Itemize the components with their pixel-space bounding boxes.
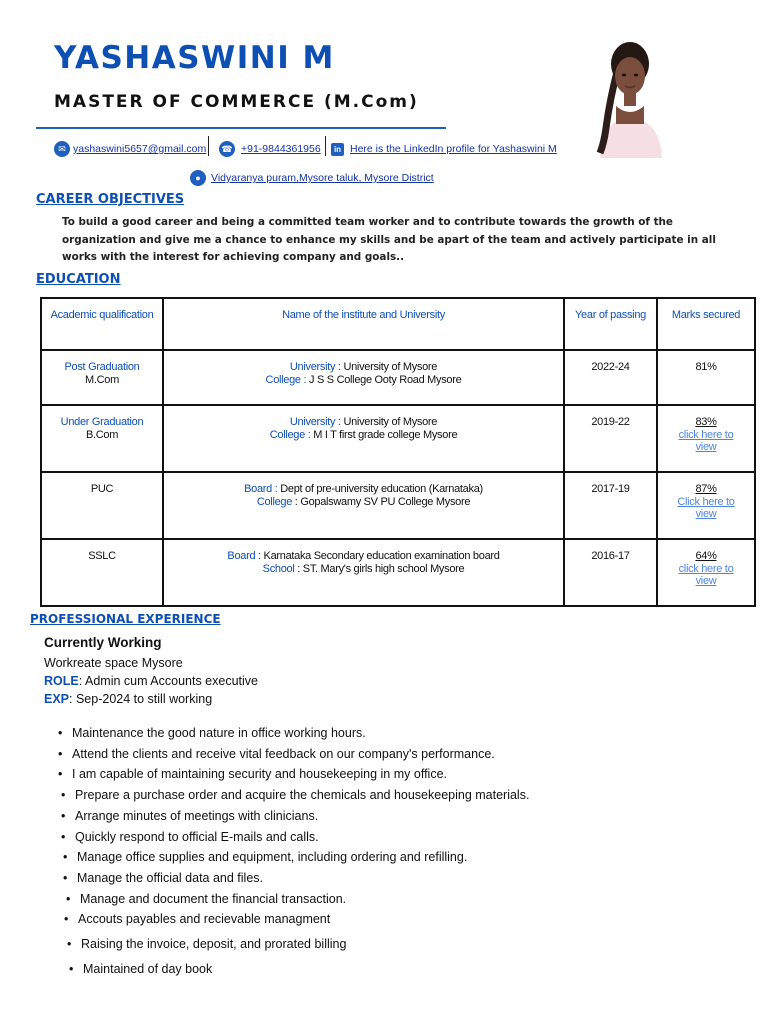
qualification-level: Under Graduation xyxy=(60,416,144,428)
contact-separator xyxy=(208,136,209,156)
year-cell: 2017-19 xyxy=(591,483,630,495)
institute-label: College : xyxy=(269,428,311,441)
marks-cell xyxy=(658,351,754,374)
year-cell: 2019-22 xyxy=(591,416,630,428)
list-item: • Manage the official data and files. xyxy=(77,871,263,885)
marks-value: 81% xyxy=(695,361,717,373)
list-item: • Attend the clients and receive vital feedback on our company's performance. xyxy=(72,747,495,761)
institute-label: College : xyxy=(265,373,307,386)
institute-value: Karnataka Secondary education examination board xyxy=(260,550,500,562)
company-name: Workreate space Mysore xyxy=(44,656,183,670)
institute-label: College xyxy=(256,495,293,508)
role-line xyxy=(44,672,258,690)
view-marks-link[interactable]: Click here to view xyxy=(677,495,735,520)
employment-status: Currently Working xyxy=(44,635,162,650)
role-label: ROLE xyxy=(44,674,79,688)
list-item: • Raising the invoice, deposit, and prorated billing xyxy=(81,937,346,951)
qualification-level: Post Graduation xyxy=(64,361,140,373)
list-item: • Accouts payables and recievable managment xyxy=(78,912,330,926)
view-marks-link[interactable]: click here to view xyxy=(678,562,734,587)
qualification-cell xyxy=(42,406,162,441)
phone-icon: ☎ xyxy=(219,141,235,157)
contact-separator xyxy=(325,136,326,156)
institute-cell xyxy=(164,406,563,441)
table-row xyxy=(41,472,755,539)
institute-label: University : xyxy=(289,361,341,373)
list-item: • Manage office supplies and equipment, including ordering and refilling. xyxy=(77,850,467,864)
marks-value: 87% xyxy=(695,483,717,495)
qualification-cell xyxy=(42,540,162,563)
institute-value: Dept of pre-university education (Karnataka) xyxy=(277,483,483,495)
table-header-row xyxy=(41,298,755,350)
qualification-name: M.Com xyxy=(85,373,119,386)
institute-value: : ST. Mary's girls high school Mysore xyxy=(294,562,465,575)
professional-experience-heading: PROFESSIONAL EXPERIENCE xyxy=(30,612,221,626)
institute-label: Board : xyxy=(227,550,261,562)
role-value: : Admin cum Accounts executive xyxy=(78,674,258,688)
location-pin-icon: ● xyxy=(190,170,206,186)
column-header: Name of the institute and University xyxy=(163,298,564,350)
degree-title: MASTER OF COMMERCE (M.Com) xyxy=(54,92,419,112)
institute-value: University of Mysore xyxy=(340,416,438,428)
marks-cell xyxy=(658,473,754,520)
career-objectives-text: To build a good career and being a committed team worker and to contribute towards the growth of the organization and give me a chance to enhance my skills and be apart of the team and actively participate in all works with the interest for achieving company and goals.. xyxy=(62,216,716,263)
institute-value: : Gopalswamy SV PU College Mysore xyxy=(292,495,471,508)
institute-cell xyxy=(164,351,563,386)
linkedin-link[interactable]: Here is the LinkedIn profile for Yashaswini M xyxy=(350,143,557,155)
exp-line xyxy=(44,690,258,708)
list-item: • Manage and document the financial transaction. xyxy=(80,892,346,906)
phone-contact[interactable] xyxy=(219,140,321,158)
marks-cell xyxy=(658,540,754,587)
institute-label: Board : xyxy=(244,483,278,495)
email-contact[interactable] xyxy=(54,140,206,158)
qualification-name: PUC xyxy=(90,483,114,495)
phone-link[interactable]: +91-9844361956 xyxy=(241,143,321,155)
list-item: • Arrange minutes of meetings with clinicians. xyxy=(75,809,318,823)
list-item: • I am capable of maintaining security and housekeeping in my office. xyxy=(72,767,447,781)
table-row xyxy=(41,405,755,472)
year-cell: 2016-17 xyxy=(591,550,630,562)
institute-label: University : xyxy=(289,416,341,428)
marks-value: 83% xyxy=(695,416,717,428)
year-cell: 2022-24 xyxy=(591,361,630,373)
list-item: • Maintenance the good nature in office working hours. xyxy=(72,726,366,740)
view-marks-link[interactable]: click here to view xyxy=(678,428,734,453)
profile-photo xyxy=(580,28,680,158)
institute-cell xyxy=(164,473,563,508)
table-row xyxy=(41,350,755,405)
experience-details xyxy=(44,634,258,708)
career-objectives-heading: CAREER OBJECTIVES xyxy=(36,192,185,207)
exp-label: EXP xyxy=(44,692,70,706)
qualification-cell xyxy=(42,473,162,496)
table-row xyxy=(41,539,755,606)
candidate-name: YASHASWINI M xyxy=(54,40,335,76)
header-divider xyxy=(36,127,446,129)
email-icon: ✉ xyxy=(54,141,70,157)
institute-value: University of Mysore xyxy=(340,361,438,373)
education-table xyxy=(40,297,756,607)
column-header: Year of passing xyxy=(564,298,657,350)
address-contact[interactable] xyxy=(190,169,434,187)
column-header: Academic qualification xyxy=(41,298,163,350)
address-link[interactable]: Vidyaranya puram,Mysore taluk, Mysore District xyxy=(211,172,434,184)
education-heading: EDUCATION xyxy=(36,272,121,287)
qualification-name: SSLC xyxy=(88,550,116,562)
exp-value: : Sep-2024 to still working xyxy=(69,692,213,706)
institute-value: M I T first grade college Mysore xyxy=(310,428,458,441)
column-header: Marks secured xyxy=(657,298,755,350)
list-item: • Prepare a purchase order and acquire the chemicals and housekeeping materials. xyxy=(75,788,529,802)
qualification-name: B.Com xyxy=(85,428,119,441)
institute-label: School xyxy=(262,562,295,575)
marks-cell xyxy=(658,406,754,453)
institute-value: J S S College Ooty Road Mysore xyxy=(306,373,462,386)
marks-value: 64% xyxy=(695,550,717,562)
qualification-cell xyxy=(42,351,162,386)
institute-cell xyxy=(164,540,563,575)
linkedin-icon: in xyxy=(331,143,344,156)
list-item: • Maintained of day book xyxy=(83,962,212,976)
list-item: • Quickly respond to official E-mails and calls. xyxy=(75,830,319,844)
email-link[interactable]: yashaswini5657@gmail.com xyxy=(73,143,207,155)
linkedin-contact[interactable] xyxy=(331,140,557,158)
